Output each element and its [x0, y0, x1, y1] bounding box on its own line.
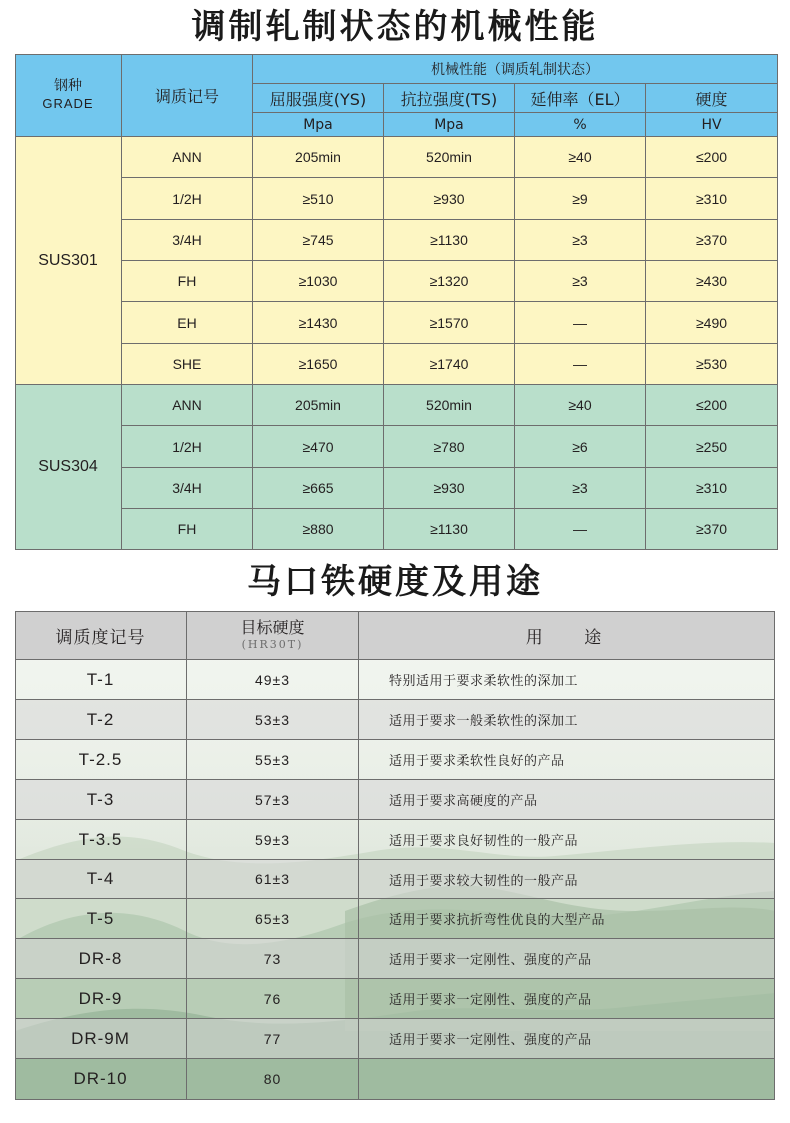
yield-strength-cell: ≥665 — [253, 468, 384, 509]
tensile-strength-cell: 520min — [384, 137, 515, 178]
temper-grade-cell: T-3 — [15, 780, 187, 820]
target-hardness-cell: 53±3 — [187, 700, 359, 740]
temper-code-cell: ANN — [122, 137, 253, 178]
grade-header-en: GRADE — [42, 96, 94, 111]
temper-code-header: 调质记号 — [122, 54, 253, 137]
tinplate-hardness-table — [15, 611, 775, 1100]
target-hardness-cell: 59±3 — [187, 820, 359, 860]
hardness-cell: ≤200 — [646, 137, 778, 178]
temper-grade-cell: T-2.5 — [15, 740, 187, 780]
temper-grade-cell: T-5 — [15, 899, 187, 939]
target-hardness-cell: 55±3 — [187, 740, 359, 780]
yield-strength-cell: ≥510 — [253, 178, 384, 220]
target-hardness-cell: 76 — [187, 979, 359, 1019]
steel-grade-cell: SUS304 — [15, 385, 122, 550]
temper-code-cell: 3/4H — [122, 220, 253, 261]
tensile-strength-cell: ≥780 — [384, 426, 515, 468]
yield-strength-cell: ≥1650 — [253, 344, 384, 385]
temper-grade-cell: T-4 — [15, 860, 187, 899]
target-hardness-cell: 57±3 — [187, 780, 359, 820]
usage-cell: 适用于要求较大韧性的一般产品 — [359, 860, 775, 899]
unit-header: Mpa — [384, 113, 515, 137]
yield-strength-cell: ≥880 — [253, 509, 384, 550]
elongation-cell: ≥3 — [515, 220, 646, 261]
tensile-strength-cell: ≥930 — [384, 178, 515, 220]
target-hardness-cell: 73 — [187, 939, 359, 979]
hardness-cell: ≤200 — [646, 385, 778, 426]
temper-grade-cell: DR-9M — [15, 1019, 187, 1059]
yield-strength-cell: 205min — [253, 385, 384, 426]
usage-cell: 适用于要求柔软性良好的产品 — [359, 740, 775, 780]
temper-grade-cell: DR-9 — [15, 979, 187, 1019]
temper-grade-cell: DR-10 — [15, 1059, 187, 1100]
steel-grade-cell: SUS301 — [15, 137, 122, 385]
usage-cell — [359, 1059, 775, 1100]
elongation-cell: ≥9 — [515, 178, 646, 220]
yield-strength-cell: ≥470 — [253, 426, 384, 468]
hardness-cell: ≥250 — [646, 426, 778, 468]
temper-code-cell: SHE — [122, 344, 253, 385]
grade-header-cn: 钢种 — [54, 78, 82, 94]
unit-header: % — [515, 113, 646, 137]
temper-code-cell: FH — [122, 261, 253, 302]
temper-grade-cell: T-3.5 — [15, 820, 187, 860]
temper-code-cell: ANN — [122, 385, 253, 426]
temper-grade-header: 调质度记号 — [15, 611, 187, 660]
mechanical-properties-group-header: 机械性能（调质轧制状态） — [253, 54, 778, 84]
grade-header — [15, 54, 122, 137]
property-header: 抗拉强度(TS) — [384, 84, 515, 113]
tensile-strength-cell: ≥1740 — [384, 344, 515, 385]
usage-cell: 适用于要求一定刚性、强度的产品 — [359, 979, 775, 1019]
temper-code-cell: 3/4H — [122, 468, 253, 509]
hardness-cell: ≥370 — [646, 220, 778, 261]
tensile-strength-cell: 520min — [384, 385, 515, 426]
elongation-cell: — — [515, 344, 646, 385]
yield-strength-cell: ≥1430 — [253, 302, 384, 344]
unit-header: Mpa — [253, 113, 384, 137]
target-hardness-cell: 77 — [187, 1019, 359, 1059]
target-hardness-cell: 65±3 — [187, 899, 359, 939]
yield-strength-cell: 205min — [253, 137, 384, 178]
temper-code-cell: 1/2H — [122, 178, 253, 220]
temper-code-cell: 1/2H — [122, 426, 253, 468]
elongation-cell: ≥40 — [515, 385, 646, 426]
usage-cell: 特别适用于要求柔软性的深加工 — [359, 660, 775, 700]
property-header: 硬度 — [646, 84, 778, 113]
usage-cell: 适用于要求良好韧性的一般产品 — [359, 820, 775, 860]
temper-grade-cell: T-2 — [15, 700, 187, 740]
hardness-cell: ≥430 — [646, 261, 778, 302]
elongation-cell: — — [515, 302, 646, 344]
usage-cell: 适用于要求高硬度的产品 — [359, 780, 775, 820]
usage-header: 用 途 — [359, 611, 775, 660]
yield-strength-cell: ≥1030 — [253, 261, 384, 302]
elongation-cell: ≥3 — [515, 261, 646, 302]
hardness-cell: ≥530 — [646, 344, 778, 385]
mechanical-properties-table — [15, 54, 778, 549]
mechanical-properties-title: 调制轧制状态的机械性能 — [191, 7, 599, 47]
elongation-cell: ≥6 — [515, 426, 646, 468]
hardness-cell: ≥370 — [646, 509, 778, 550]
yield-strength-cell: ≥745 — [253, 220, 384, 261]
usage-cell: 适用于要求一般柔软性的深加工 — [359, 700, 775, 740]
target-hardness-header — [187, 611, 359, 660]
elongation-cell: — — [515, 509, 646, 550]
tinplate-hardness-title: 马口铁硬度及用途 — [247, 562, 543, 602]
temper-code-cell: FH — [122, 509, 253, 550]
hardness-cell: ≥310 — [646, 178, 778, 220]
tensile-strength-cell: ≥930 — [384, 468, 515, 509]
property-header: 延伸率（EL） — [515, 84, 646, 113]
hardness-cell: ≥310 — [646, 468, 778, 509]
temper-grade-cell: DR-8 — [15, 939, 187, 979]
elongation-cell: ≥3 — [515, 468, 646, 509]
tensile-strength-cell: ≥1320 — [384, 261, 515, 302]
hardness-unit-label: (HR30T) — [241, 638, 304, 651]
temper-code-cell: EH — [122, 302, 253, 344]
target-hardness-cell: 49±3 — [187, 660, 359, 700]
property-header: 屈服强度(YS) — [253, 84, 384, 113]
hardness-cell: ≥490 — [646, 302, 778, 344]
temper-grade-cell: T-1 — [15, 660, 187, 700]
target-hardness-cell: 61±3 — [187, 860, 359, 899]
tensile-strength-cell: ≥1130 — [384, 509, 515, 550]
tensile-strength-cell: ≥1570 — [384, 302, 515, 344]
unit-header: HV — [646, 113, 778, 137]
usage-cell: 适用于要求一定刚性、强度的产品 — [359, 939, 775, 979]
tensile-strength-cell: ≥1130 — [384, 220, 515, 261]
target-hardness-cell: 80 — [187, 1059, 359, 1100]
target-hardness-label: 目标硬度 — [240, 618, 305, 637]
elongation-cell: ≥40 — [515, 137, 646, 178]
usage-cell: 适用于要求一定刚性、强度的产品 — [359, 1019, 775, 1059]
usage-cell: 适用于要求抗折弯性优良的大型产品 — [359, 899, 775, 939]
